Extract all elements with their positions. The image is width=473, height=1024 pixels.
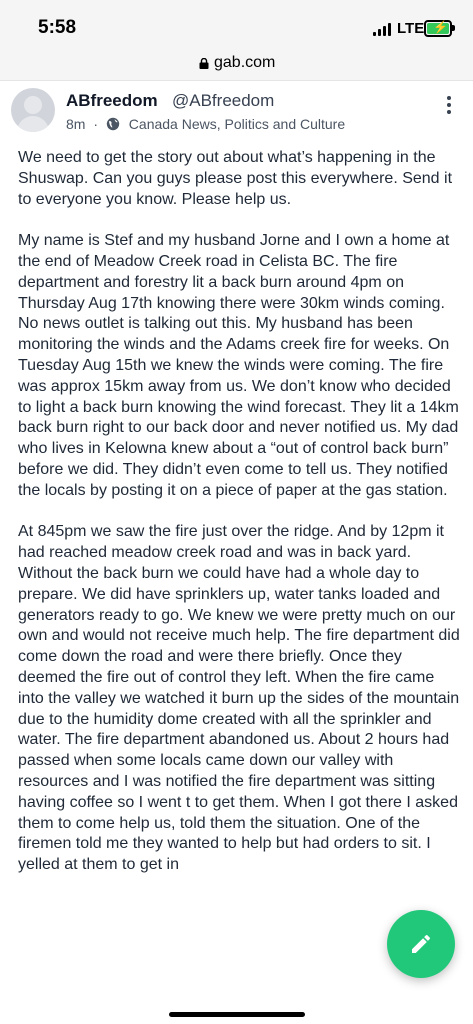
pencil-icon [409, 932, 433, 956]
post-meta [66, 116, 345, 132]
post-paragraph: At 845pm we saw the fire just over the ridge. And by 12pm it had reached meadow creek road and was in back yard. Without the back burn we could have had a whole day to prepare. We did have sprinklers up, water tanks loaded and generators ready to go. We knew we were pretty much on our own and would not receive much help. The fire department did come down the road and were there briefly. Once they deemed the fire out of control they left. When the fire came into the valley we watched it burn up the sides of the mountain due to the humidity dome created with all the sprinkler and water. The fire department abandoned us. About 2 hours had passed when some locals came down our valley with resources and I was notified the fire department was sitting having coffee so I went t to get them. When I got there I asked them to come help us, told them the situation. One of the firemen told me they wanted to help but had orders to sit. I yelled at them to get in [18, 523, 460, 874]
avatar[interactable] [11, 88, 55, 132]
browser-address-bar[interactable] [0, 50, 473, 81]
post-header [0, 80, 473, 142]
status-time: 5:58 [38, 17, 77, 38]
post-paragraph: My name is Stef and my husband Jorne and I own a home at the end of Meadow Creek road in Celista BC. The fire department and forestry lit a back burn around 4pm on Thursday Aug 17th knowing there were 30km winds coming. No news outlet is talking out this. My husband has been monitoring the winds and the Adams creek fire for weeks. On Tuesday Aug 15th we knew the winds were coming. The fire was approx 15km away from us. We don’t know who decided to light a back burn knowing the wind forecast. They lit a 14km back burn right to our back door and never notified us. My dad who lives in Kelowna knew about a “out of control back burn” before we did. They didn’t even come to tell us. They notified the locals by posting it on a piece of paper at the gas station. [18, 232, 459, 499]
lock-icon [199, 58, 209, 69]
post-time[interactable]: 8m [66, 116, 86, 132]
url-text: gab.com [214, 54, 276, 71]
meta-separator: · [93, 116, 99, 132]
post-paragraph: We need to get the story out about what’s happening in the Shuswap. Can you guys please post this everywhere. Send it to everyone you know. Please help us. [18, 149, 453, 208]
compose-button[interactable] [387, 910, 455, 978]
home-indicator[interactable] [169, 1012, 305, 1017]
post-group[interactable]: Canada News, Politics and Culture [128, 116, 346, 132]
battery-charging-icon: ⚡ [424, 20, 452, 37]
cellular-signal-icon [373, 22, 393, 36]
globe-icon [106, 117, 120, 131]
more-options-icon[interactable] [440, 96, 458, 114]
post-username[interactable]: @ABfreedom [172, 91, 275, 110]
network-type: LTE [397, 20, 425, 37]
status-bar [0, 0, 473, 50]
post-display-name[interactable]: ABfreedom [66, 91, 158, 110]
post-body [18, 148, 462, 897]
